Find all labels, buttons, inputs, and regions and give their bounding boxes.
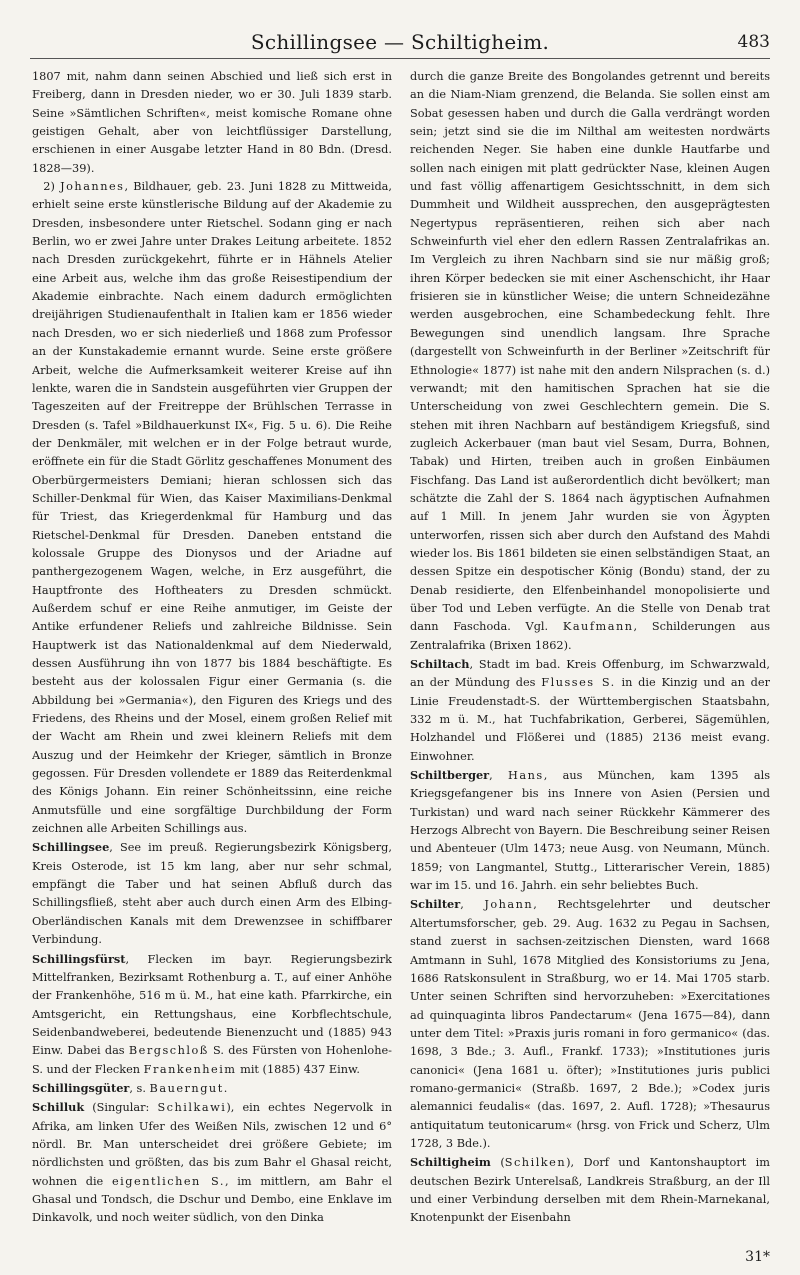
cross-reference: Bauerngut [149,1081,224,1095]
entry-schillingsee: Schillingsee, See im preuß. Regierungsbezirk Königsberg, Kreis Osterode, ist 15 km lang, aber nur sehr schmal, empfängt die Taber und hat seinen Abfluß durch das Schillingsfließ, steht aber auch durch einen Arm des Elbing-Oberländischen Kanals mit dem Drewenzsee in schiffbarer Verbindung. [32,840,392,947]
entry-headword: Schillingsfürst [32,951,126,966]
page-title: Schillingsee — Schiltigheim. [250,30,550,54]
spaced-term: eigentlichen S. [111,1174,225,1188]
header-rule [30,58,770,59]
entry-schillingsfuerst: Schillingsfürst, Flecken im bayr. Regierungsbezirk Mittelfranken, Bezirksamt Rothenburg a. T., auf einer Anhöhe der Frankenhöhe, 516 m ü. M., hat eine kath. Pfarrkirche, ein Amtsgericht, ein Rettungshaus, eine Korbflechtschule, Seidenbandweberei, bedeutende Bienenzucht und (1885) 943 Einw. Dabei das Bergschloß S. des Fürsten von Hohenlohe-S. und der Flecken Frankenheim mit (1885) 437 Einw. [32,951,392,1076]
spaced-name: Hans [508,769,544,783]
spaced-term: Frankenheim [143,1062,237,1076]
entry-schiltberger: Schiltberger, Hans, aus München, kam 1395 als Kriegsgefangener bis ins Innere von Asien (Persien und Turkistan) und ward nach seiner Rückkehr Kämmerer des Herzogs Albrecht von Bayern. Die Beschreibung seiner Reisen und Abenteuer (Ulm 1473; neue Ausg. von Neumann, Münch. 1859; von Langmantel, Stuttg., Litterarischer Verein, 1885) war im 15. und 16. Jahrh. ein sehr beliebtes Buch. [410,768,770,893]
paragraph-johannes: 2) Johannes, Bildhauer, geb. 23. Juni 1828 zu Mittweida, erhielt seine erste künstlerische Bildung auf der Akademie zu Dresden, insbesondere unter Rietschel. Sodann ging er nach Berlin, wo er zwei Jahre unter Drakes Leitung arbeitete. 1852 nach Dresden zurückgekehrt, führte er in Hähnels Atelier eine Arbeit aus, welche ihm das große Reisestipendium der Akademie einbrachte. Nach einem dadurch ermöglichten dreijährigen Studienaufenthalt in Italien kam er 1856 wieder nach Dresden, wo er sich niederließ und 1868 zum Professor an der Kunstakademie ernannt wurde. Seine erste größere Arbeit, welche die Aufmerksamkeit weiterer Kreise auf ihn lenkte, waren die in Sandstein ausgeführten vier Gruppen der Tageszeiten auf der Freitreppe der Brühlschen Terrasse in Dresden (s. Tafel »Bildhauerkunst IX«, Fig. 5 u. 6). Die Reihe der Denkmäler, mit welchen er in der Folge betraut wurde, eröffnete ein für die Stadt Görlitz geschaffenes Monument des Oberbürgermeisters Demiani; hieran schlossen sich das Schiller-Denkmal für Wien, das Kaiser Maximilians-Denkmal für Triest, das Kriegerdenkmal für Hamburg und das Rietschel-Denkmal für Dresden. Daneben entstand die kolossale Gruppe des Dionysos und der Ariadne auf panthergezogenem Wagen, welche, in Erz ausgeführt, die Hauptfronte des Hoftheaters zu Dresden schmückt. Außerdem schuf er eine Reihe anmutiger, im Geiste der Antike erfundener Reliefs und zahlreiche Bildnisse. Sein Hauptwerk ist das Nationaldenkmal auf dem Niederwald, dessen Ausführung ihn von 1877 bis 1884 beschäftigte. Es besteht aus der kolossalen Figur einer Germania (s. die Abbildung bei »Germania«), den Figuren des Kriegs und des Friedens, des Rheins und der Mosel, einem großen Relief mit der Wacht am Rhein und zwei kleinern Reliefs mit dem Auszug und der Heimkehr der Krieger, sämtlich in Bronze gegossen. Für Dresden vollendete er 1889 das Reiterdenkmal des Königs Johann. Ein reiner Schönheitssinn, eine reiche Anmutsfülle und eine sorgfältige Durchbildung der Form zeichnen alle Arbeiten Schillings aus. [32,180,392,836]
entry-headword: Schiltigheim [410,1155,491,1170]
spaced-name: Kaufmann [562,620,634,634]
paragraph-continued: 1807 mit, nahm dann seinen Abschied und ließ sich erst in Freiberg, dann in Dresden nieder, wo er 30. Juli 1839 starb. Seine »Sämtlichen Schriften«, meist komische Romane ohne geistigen Gehalt, aber von leichtflüssiger Darstellung, erschienen in einer Ausgabe letzter Hand in 80 Bdn. (Dresd. 1828—39). [32,70,392,175]
entry-schiltigheim: Schiltigheim (Schilken), Dorf und Kantonshauptort im deutschen Bezirk Unterelsaß, Landkreis Straßburg, an der Ill und einer Verbindung derselben mit dem Rhein-Marnekanal, Knotenpunkt der Eisenbahn [410,1155,770,1225]
paragraph-schilluk-continued: durch die ganze Breite des Bongolandes getrennt und bereits an die Niam-Niam grenzend, die Belanda. Sie sollen einst am Sobat gesessen haben und durch die Galla verdrängt worden sein; jetzt sind sie die im Nilthal am weitesten nordwärts reichenden Neger. Sie haben eine dunkle Hautfarbe und sollen nach einigen mit platt gedrückter Nase, kleinen Augen und fast völlig affenartigem Gesichtsschnitt, in dem sich Dummheit und Wildheit aussprechen, den ausgeprägtesten Negertypus repräsentieren, reihen sich aber nach Schweinfurth viel eher den edlern Rassen Zentralafrikas an. Im Vergleich zu ihren Nachbarn sind sie nur mäßig groß; ihren Körper bedecken sie mit einer Aschenschicht, ihr Haar frisieren sie in künstlicher Weise; die untern Schneidezähne werden ausgebrochen, eine Schambedeckung fehlt. Ihre Bewegungen sind unendlich langsam. Ihre Sprache (dargestellt von Schweinfurth in der Berliner »Zeitschrift für Ethnologie« 1877) ist nahe mit den andern Nilsprachen (s. d.) verwandt; mit den hamitischen Sprachen hat sie die Unterscheidung von zwei Geschlechtern gemein. Die S. stehen mit ihren Nachbarn auf beständigem Kriegsfuß, sind zugleich Ackerbauer (man baut viel Sesam, Durra, Bohnen, Tabak) und Hirten, treiben auch in großen Einbäumen Fischfang. Das Land ist außerordentlich dicht bevölkert; man schätzte die Zahl der S. 1864 nach ägyptischen Aufnahmen auf 1 Mill. In jenem Jahr wurden sie von Ägypten unterworfen, rissen sich aber durch den Aufstand des Mahdi wieder los. Bis 1861 bildeten sie einen selbständigen Staat, an dessen Spitze ein despotischer König (Bondu) stand, der zu Denab residierte, den Elfenbeinhandel monopolisierte und über Tod und Leben verfügte. An die Stelle von Denab trat dann Faschoda. Vgl. Kaufmann, Schilderungen aus Zentralafrika (Brixen 1862). [410,70,770,652]
spaced-name: Johannes [60,180,125,194]
spaced-term: Schilkawi [157,1101,227,1115]
spaced-term: Flusses S. [541,676,616,690]
text-columns [32,68,770,1243]
entry-headword: Schiltach [410,657,470,671]
spaced-term: Schilken [504,1156,567,1170]
sheet-signature: 31* [745,1249,770,1265]
entry-schilter: Schilter, Johann, Rechtsgelehrter und deutscher Altertumsforscher, geb. 29. Aug. 1632 zu Pegau in Sachsen, stand zuerst in sachsen-zeitzischen Diensten, ward 1668 Amtmann in Suhl, 1678 Mitglied des Konsistoriums zu Jena, 1686 Ratskonsulent in Straßburg, wo er 14. Mai 1705 starb. Unter seinen Schriften sind hervorzuheben: »Exercitationes ad quinquaginta libros Pandectarum« (Jena 1675—84), dann unter dem Titel: »Praxis juris romani in foro germanico« (das. 1698, 3 Bde.; 3. Aufl., Frankf. 1733); »Institutiones juris canonici« (Jena 1681 u. öfter); »Institutiones juris publici romano-germanici« (Straßb. 1697, 2 Bde.); »Codex juris alemannici feudalis« (das. 1697, 2. Aufl. 1728); »Thesaurus antiquitatum teutonicarum« (hrsg. von Frick und Scherz, Ulm 1728, 3 Bde.). [410,897,770,1150]
spaced-name: Johann [484,898,534,912]
entry-headword: Schillingsgüter [32,1080,130,1095]
entry-headword: Schilluk [32,1100,85,1115]
entry-schilluk: Schilluk (Singular: Schilkawi), ein echtes Negervolk in Afrika, am linken Ufer des Weißen Nils, zwischen 12 und 6° nördl. Br. Man unterscheidet drei größere Gebiete; im nördlichsten und größten, das bis zum Bahr el Ghasal reicht, wohnen die eigentlichen S., im mittlern, am Bahr el Ghasal und Tondsch, die Dschur und Dembo, eine Enklave im Dinkavolk, und noch weiter südlich, von den Dinka [32,1100,392,1225]
right-column [410,68,770,1243]
left-column [32,68,392,1243]
entry-headword: Schiltberger [410,768,490,783]
entry-headword: Schillingsee [32,840,110,855]
spaced-term: Bergschloß [128,1044,209,1058]
entry-schiltach: Schiltach, Stadt im bad. Kreis Offenburg, im Schwarzwald, an der Mündung des Flusses S. in die Kinzig und an der Linie Freudenstadt-S. der Württembergischen Staatsbahn, 332 m ü. M., hat Tuchfabrikation, Gerberei, Sägemühlen, Holzhandel und Flößerei und (1885) 2136 meist evang. Einwohner. [410,657,770,763]
entry-headword: Schilter [410,897,461,912]
page-number: 483 [737,32,770,52]
running-header [30,30,770,58]
entry-schillingsgueter: Schillingsgüter, s. Bauerngut. [32,1080,228,1095]
